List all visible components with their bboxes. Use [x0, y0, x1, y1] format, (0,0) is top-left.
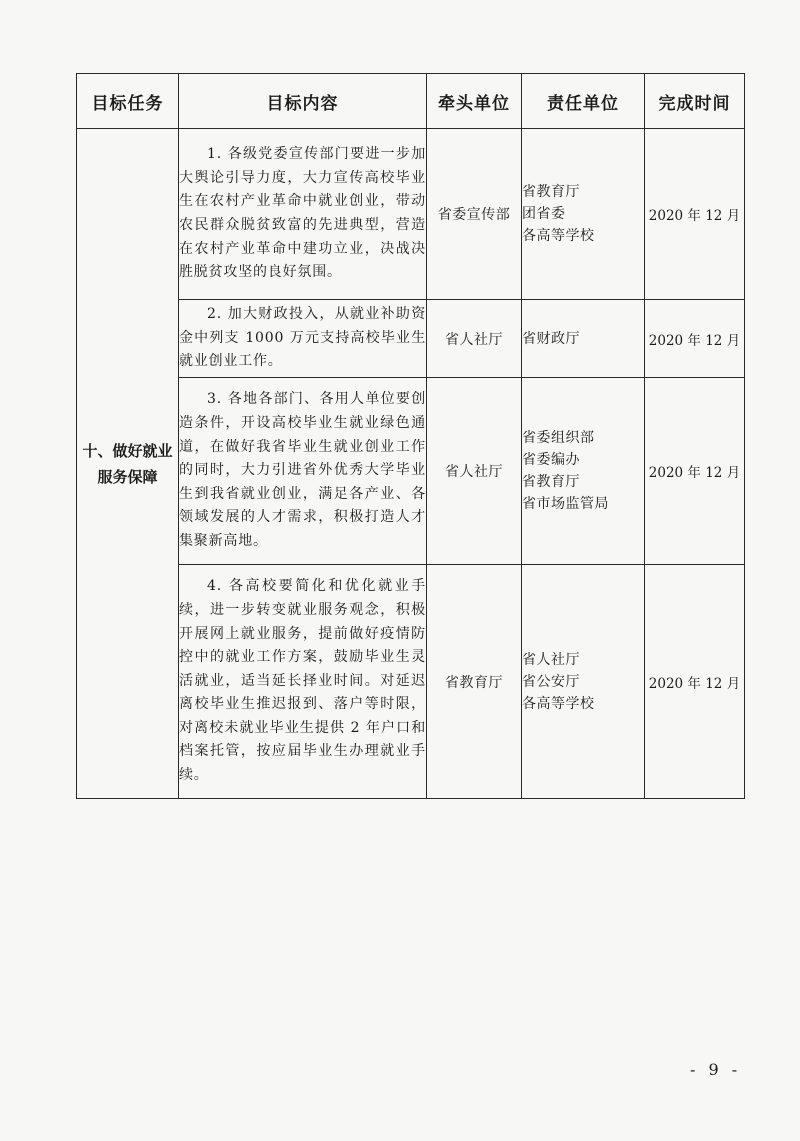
responsible-unit: 各高等学校 — [522, 695, 595, 712]
responsible-unit: 各高等学校 — [522, 228, 595, 244]
header-responsible-unit: 责任单位 — [522, 74, 645, 129]
row-lead-unit: 省人社厅 — [427, 300, 522, 378]
row-content: 3. 各地各部门、各用人单位要创造条件，开设高校毕业生就业绿色通道，在做好我省毕业生就业创业工作的同时，大力引进省外优秀大学毕业生到我省就业创业，满足各产业、各领域发展的人才需求，积极打造人才集聚新高地。 — [179, 378, 427, 565]
row-lead-unit: 省人社厅 — [427, 378, 522, 565]
table-row — [77, 129, 745, 300]
responsible-unit: 省人社厅 — [522, 651, 580, 668]
row-deadline: 2020 年 12 月 — [645, 129, 745, 300]
responsible-unit: 省教育厅 — [522, 474, 580, 490]
page-number: - 9 - — [690, 1060, 742, 1079]
row-responsible-units — [522, 565, 645, 799]
row-deadline: 2020 年 12 月 — [645, 300, 745, 378]
row-content: 2. 加大财政投入，从就业补助资金中列支 1000 万元支持高校毕业生就业创业工作。 — [179, 300, 427, 378]
row-content: 1. 各级党委宣传部门要进一步加大舆论引导力度，大力宣传高校毕业生在农村产业革命中就业创业，带动农民群众脱贫致富的先进典型，营造在农村产业革命中建功立业，决战决胜脱贫攻坚的良好氛围。 — [179, 129, 427, 300]
row-deadline: 2020 年 12 月 — [645, 565, 745, 799]
task-table — [76, 73, 745, 799]
row-lead-unit: 省委宣传部 — [427, 129, 522, 300]
responsible-unit: 省公安厅 — [522, 673, 580, 690]
row-responsible-units — [522, 300, 645, 378]
task-label: 十、做好就业服务保障 — [77, 129, 179, 799]
header-target-task: 目标任务 — [77, 74, 179, 129]
responsible-unit: 省委组织部 — [522, 430, 595, 446]
row-lead-unit: 省教育厅 — [427, 565, 522, 799]
responsible-unit: 省教育厅 — [522, 184, 580, 200]
row-responsible-units — [522, 378, 645, 565]
header-target-content: 目标内容 — [179, 74, 427, 129]
responsible-unit: 省市场监管局 — [522, 496, 609, 512]
responsible-unit: 省财政厅 — [522, 330, 580, 347]
row-responsible-units — [522, 129, 645, 300]
header-lead-unit: 牵头单位 — [427, 74, 522, 129]
table-header-row — [77, 74, 745, 129]
row-content: 4. 各高校要简化和优化就业手续，进一步转变就业服务观念，积极开展网上就业服务，提前做好疫情防控中的就业工作方案，鼓励毕业生灵活就业，适当延长择业时间。对延迟离校毕业生推迟报到、落户等时限，对离校未就业毕业生提供 2 年户口和档案托管，按应届毕业生办理就业手续。 — [179, 565, 427, 799]
responsible-unit: 省委编办 — [522, 452, 580, 468]
responsible-unit: 团省委 — [522, 206, 566, 222]
row-deadline: 2020 年 12 月 — [645, 378, 745, 565]
header-deadline: 完成时间 — [645, 74, 745, 129]
